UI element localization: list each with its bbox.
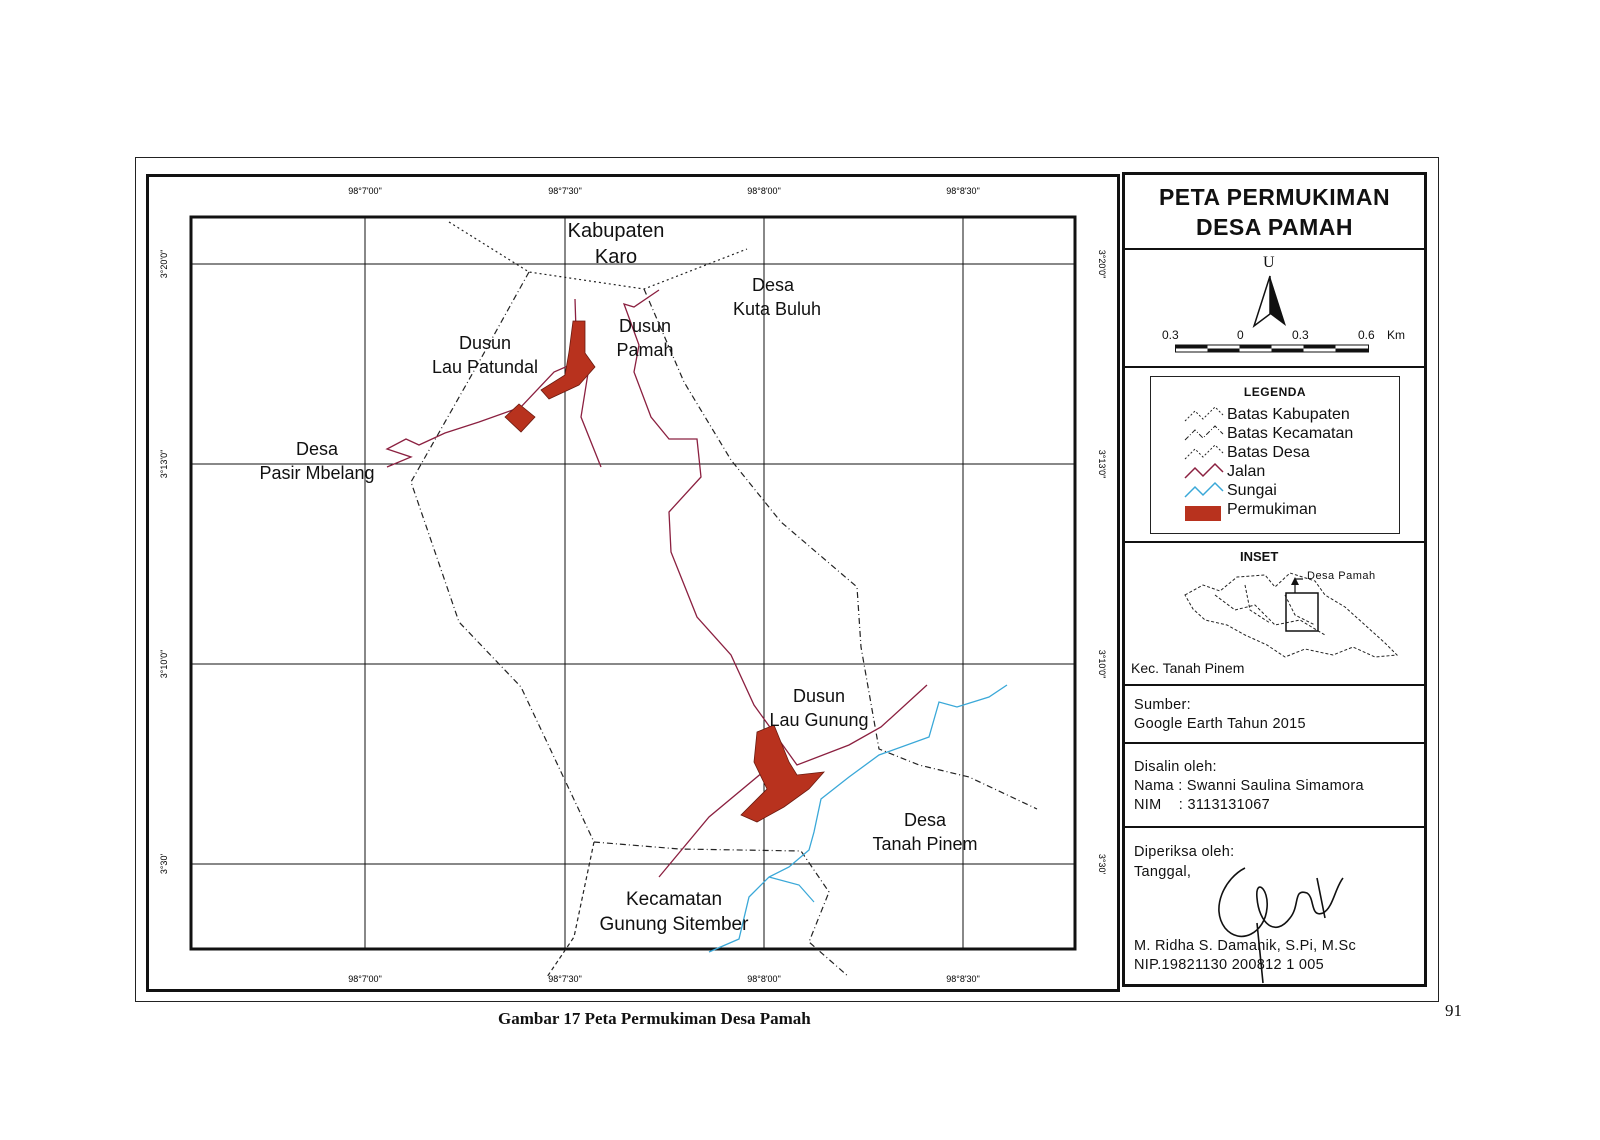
copied-by-section xyxy=(1125,744,1424,828)
lon-label-top: 98°8'00" xyxy=(747,186,781,196)
scale-label: 0.3 xyxy=(1292,328,1309,342)
lat-label-right: 3°30' xyxy=(1097,853,1107,875)
map-title xyxy=(1125,175,1424,250)
lon-label-bottom: 98°8'00" xyxy=(747,974,781,984)
label-gunung-sitember: Kecamatan xyxy=(625,889,723,910)
signer-nip: NIP.19821130 200812 1 005 xyxy=(1134,957,1324,973)
label-pasir-mbelang: Pasir Mbelang xyxy=(259,463,375,483)
lat-label-right: 3°10'0" xyxy=(1097,649,1107,679)
map-title-line1: PETA PERMUKIMAN xyxy=(1158,184,1391,210)
map-title-line2: DESA PAMAH xyxy=(1195,214,1354,240)
legend-section xyxy=(1125,368,1424,543)
lat-label-left: 3°13'0" xyxy=(159,449,169,479)
lon-label-top: 98°7'30" xyxy=(548,186,582,196)
source-section xyxy=(1125,686,1424,744)
lon-label-bottom: 98°8'30" xyxy=(946,974,980,984)
road-pamah-spur xyxy=(581,367,601,467)
label-tanah-pinem: Tanah Pinem xyxy=(872,834,978,854)
label-kuta-buluh: Kuta Buluh xyxy=(732,299,822,319)
north-arrow-icon xyxy=(1250,272,1290,330)
lat-label-right: 3°20'0" xyxy=(1097,249,1107,279)
legend-symbol-batas-desa xyxy=(1185,445,1223,459)
lat-label-right: 3°13'0" xyxy=(1097,449,1107,479)
scale-label: 0.3 xyxy=(1162,328,1179,342)
main-road xyxy=(624,290,927,765)
lat-label-left: 3°10'0" xyxy=(159,649,169,679)
scale-label: 0.6 xyxy=(1358,328,1375,342)
copied-by-heading: Disalin oleh: xyxy=(1134,759,1217,775)
label-kabupaten-karo: Karo xyxy=(594,246,638,268)
lon-label-bottom: 98°7'00" xyxy=(348,974,382,984)
map-info-panel xyxy=(1122,172,1427,987)
legend-item: Batas Kabupaten xyxy=(1227,406,1350,423)
settlement-pamah xyxy=(541,321,595,399)
copied-by-nim: NIM : 3113131067 xyxy=(1134,797,1271,813)
north-label: U xyxy=(1263,254,1275,271)
label-lau-patundal: Lau Patundal xyxy=(431,357,539,377)
legend-symbol-permukiman xyxy=(1185,506,1221,521)
signer-name: M. Ridha S. Damanik, S.Pi, M.Sc xyxy=(1134,938,1357,954)
label-gunung-sitember: Gunung Sitember xyxy=(599,914,749,935)
map-frame xyxy=(146,174,1120,992)
inset-title: INSET xyxy=(1240,549,1279,564)
page-number: 91 xyxy=(1445,1001,1462,1020)
label-lau-patundal: Dusun xyxy=(458,333,512,353)
inset-map xyxy=(1175,565,1405,675)
road-gunung-sitember xyxy=(659,767,769,877)
legend-symbol-sungai xyxy=(1185,483,1223,497)
legend-symbol-batas-kabupaten xyxy=(1185,407,1223,421)
legend-item: Sungai xyxy=(1227,482,1277,499)
inset-area-label: Kec. Tanah Pinem xyxy=(1131,660,1245,676)
figure-caption: Gambar 17 Peta Permukiman Desa Pamah xyxy=(498,1009,811,1028)
kecamatan-boundary xyxy=(411,272,849,977)
desa-boundary-south xyxy=(547,842,594,977)
legend-symbol-jalan xyxy=(1185,464,1223,478)
legend-item: Batas Desa xyxy=(1227,444,1310,461)
settlement-lau-patundal xyxy=(505,404,535,432)
lon-label-bottom: 98°7'30" xyxy=(548,974,582,984)
settlement-lau-gunung xyxy=(741,725,824,822)
label-lau-gunung: Lau Gunung xyxy=(769,710,869,730)
lon-label-top: 98°7'00" xyxy=(348,186,382,196)
legend-item: Jalan xyxy=(1227,463,1266,480)
lat-label-left: 3°30' xyxy=(159,853,169,875)
inset-outline xyxy=(1185,573,1397,657)
inset-section xyxy=(1125,543,1424,686)
lat-label-left: 3°20'0" xyxy=(159,249,169,279)
label-dusun-pamah: Pamah xyxy=(616,340,674,360)
scale-label: 0 xyxy=(1237,328,1244,342)
label-tanah-pinem: Desa xyxy=(903,810,947,830)
source-text: Google Earth Tahun 2015 xyxy=(1134,716,1306,732)
inset-internal-boundary xyxy=(1215,595,1325,635)
legend-symbol-batas-kecamatan xyxy=(1185,426,1223,440)
lon-label-top: 98°8'30" xyxy=(946,186,980,196)
road-lau-patundal xyxy=(387,299,577,467)
checked-by-date: Tanggal, xyxy=(1134,864,1192,880)
label-lau-gunung: Dusun xyxy=(792,686,846,706)
map-canvas xyxy=(149,177,1117,989)
legend-title: LEGENDA xyxy=(1243,385,1307,399)
legend-item: Batas Kecamatan xyxy=(1227,425,1354,442)
inset-pointer-arrow-icon xyxy=(1291,577,1299,585)
desa-kuta-buluh-boundary xyxy=(644,289,1037,809)
river-branch xyxy=(769,877,814,902)
label-kuta-buluh: Desa xyxy=(751,275,795,295)
legend-symbols xyxy=(1181,403,1225,527)
scale-unit: Km xyxy=(1387,328,1405,342)
legend-item: Permukiman xyxy=(1227,501,1317,518)
inset-pointer-label: Desa Pamah xyxy=(1307,570,1376,582)
legend-box xyxy=(1150,376,1400,534)
inset-highlight-box xyxy=(1286,593,1318,631)
north-scale-section xyxy=(1125,250,1424,368)
source-heading: Sumber: xyxy=(1134,697,1191,713)
checked-by-section xyxy=(1125,828,1424,984)
scale-bar xyxy=(1175,344,1370,354)
label-kabupaten-karo: Kabupaten xyxy=(567,220,665,242)
copied-by-name: Nama : Swanni Saulina Simamora xyxy=(1134,778,1364,794)
checked-by-heading: Diperiksa oleh: xyxy=(1134,844,1235,860)
label-pasir-mbelang: Desa xyxy=(295,439,339,459)
label-dusun-pamah: Dusun xyxy=(618,316,672,336)
